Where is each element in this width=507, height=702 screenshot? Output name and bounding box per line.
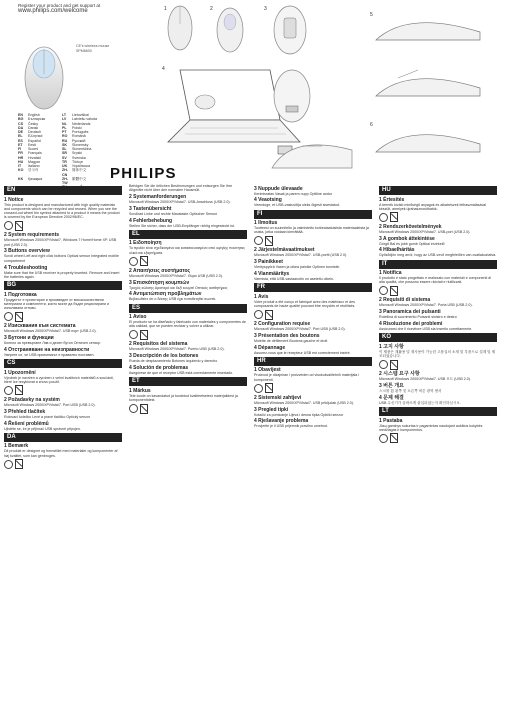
instruction-section <box>254 345 372 355</box>
section-title: 1 Notice <box>4 196 24 203</box>
section-text: Votre produit a été conçu et fabriqué avec des matériaux et des composants de haute qualité pouvant être recyclés et réutilisés. <box>254 299 356 309</box>
instruction-section <box>4 335 122 345</box>
language-section-header: ET <box>129 377 247 386</box>
section-text: Rolovací kolečko Levé a pravé tlačítko Optický senzor <box>4 414 91 419</box>
language-code: SK <box>62 142 67 147</box>
section-text: Dit produkt er designet og fremstillet med materialer og komponenter af høj kvalitet, som kan genbruges. <box>4 449 118 458</box>
instruction-section <box>254 418 372 428</box>
section-title: 3 버튼 개요 <box>379 382 404 389</box>
instruction-section <box>254 367 372 393</box>
recycle-icon <box>4 460 13 469</box>
instruction-section <box>254 294 372 320</box>
instruction-section <box>379 321 497 331</box>
section-text: A termék kiváló minőségű anyagok és alkatrészek felhasználásával készült, amelyek újrahasznosíthatók. <box>379 202 487 211</box>
instruction-section <box>379 344 497 370</box>
language-section-header: KO <box>379 333 497 342</box>
section-text: Veenduge, et USB-vastuvõtja oleks õigesti sisestatud. <box>254 203 340 208</box>
instruction-section <box>4 248 122 263</box>
recycle-icon-row <box>129 330 247 340</box>
section-title: 3 Descripción de los botones <box>129 353 199 360</box>
language-name: Polski <box>72 125 82 130</box>
language-code: HR <box>18 155 24 160</box>
instruction-section <box>254 321 372 331</box>
section-title: 2 시스템 요구 사항 <box>379 371 420 378</box>
instruction-section <box>254 220 372 246</box>
language-code: UK <box>62 164 68 168</box>
language-section-header: EN <box>4 186 122 195</box>
section-title: 2 Изисквания към системата <box>4 323 76 330</box>
instruction-section <box>379 236 497 246</box>
section-title: 2 Requisiti di sistema <box>379 297 431 304</box>
language-code: DA <box>18 125 24 130</box>
column-1 <box>4 184 122 699</box>
svg-text:1: 1 <box>164 6 167 12</box>
section-title: 1 고지 사항 <box>379 343 404 350</box>
language-code: ZH-TW <box>62 176 68 185</box>
instruction-section <box>4 397 122 407</box>
language-code: RO <box>62 134 68 139</box>
figure-mouse-side <box>208 2 253 57</box>
section-title: 2 System requirements <box>4 232 60 239</box>
language-name: Nederlands <box>72 121 91 126</box>
instruction-section <box>379 309 497 319</box>
section-title: 4 Dépannage <box>254 344 286 351</box>
section-title: 1 Obavijest <box>254 367 281 374</box>
instruction-section <box>129 341 247 351</box>
recycle-icon <box>4 386 13 395</box>
section-text: Scrollrad Linke und rechte Maustaste Optischer Sensor <box>129 211 218 216</box>
language-section-header: FI <box>254 210 372 219</box>
instruction-section <box>129 291 247 301</box>
language-section-header: IT <box>379 260 497 269</box>
section-text: Microsoft Windows 2000/XP/Vista/7. USB порт (USB 2.0). <box>4 329 97 334</box>
section-text: Kotačić za pomicanje Lijeva i desna tipka Optički senzor <box>254 412 344 417</box>
language-section-header: FR <box>254 283 372 292</box>
instruction-section <box>379 395 497 405</box>
language-name: Suomi <box>28 147 39 151</box>
section-text: Výrobek je navržen a vyroben z velmi kvalitních materiálů a součástí, které lze recyklovat a znovu použít. <box>4 375 114 384</box>
support-url[interactable]: www.philips.com/welcome <box>18 8 88 14</box>
language-name: Русский <box>72 138 86 143</box>
section-title: 1 Bemærk <box>4 443 29 450</box>
section-title: 4 Solución de problemas <box>129 365 189 372</box>
language-name: Română <box>72 134 86 139</box>
language-name: 繁體中文 <box>72 176 87 181</box>
recycle-icon-row <box>129 404 247 414</box>
section-title: 3 Бутони и функции <box>4 335 54 342</box>
language-code: ZH-CN <box>62 168 68 177</box>
product-image <box>20 44 68 112</box>
recycle-icon <box>254 310 263 319</box>
language-name: Lietuviškai <box>72 113 89 117</box>
section-title: 1 Avis <box>254 293 269 300</box>
column-4 <box>379 184 497 699</box>
section-title: 4 Hibaelhárítás <box>379 247 415 254</box>
language-name: Eesti <box>28 142 36 147</box>
instruction-section <box>4 197 122 231</box>
language-code: ES <box>18 138 23 143</box>
section-text: 이 제품은 재활용 및 재사용이 가능한 고품질의 소재 및 부품으로 설계 및 제조되었습니다. <box>379 349 496 359</box>
section-text: Microsoft Windows 2000/XP/Vista/7. Port USB (USB 2.0). <box>4 402 96 407</box>
language-name: Қазақша <box>28 176 43 181</box>
recycle-icon <box>379 213 388 222</box>
instruction-section <box>4 421 122 431</box>
instruction-section <box>4 409 122 419</box>
section-text: Продуктът е проектиран и произведен от висококачествени материали и компоненти, които могат да бъдат рециклирани и използвани отново. <box>4 297 109 311</box>
language-code: BG <box>18 117 24 122</box>
instruction-section <box>129 240 247 266</box>
section-text: Rueda de desplazamiento Botones izquierdo y derecho <box>129 359 218 364</box>
language-code: KO <box>18 168 24 173</box>
section-title: 4 Troubleshooting <box>4 264 48 271</box>
instruction-section <box>379 224 497 234</box>
crossed-bin-icon <box>15 459 23 469</box>
recycle-icon <box>254 236 263 245</box>
section-title: 4 문제 해결 <box>379 394 404 401</box>
crossed-bin-icon <box>390 360 398 370</box>
figure-mouse-profile-2 <box>368 64 488 104</box>
language-code: ET <box>18 142 23 147</box>
section-title: 1 Ειδοποίηση <box>129 240 162 247</box>
recycle-icon-row <box>379 212 497 222</box>
crossed-bin-icon <box>140 256 148 266</box>
language-name: Ελληνικά <box>28 134 43 139</box>
section-title: 2 Systemanforderungen <box>129 194 187 201</box>
figure-mouse-profile-1 <box>368 8 488 48</box>
section-text: Microsoft Windows 2000/XP/Vista/7. USB-portti (USB 2.0). <box>254 253 348 258</box>
section-title: 2 Configuration requise <box>254 321 311 328</box>
recycle-icon <box>4 221 13 230</box>
section-title: 1 Märkus <box>129 387 151 394</box>
section-text: Колело за превъртане Ляв и десен бутон Оптичен сензор <box>4 341 101 346</box>
section-text: El producto se ha diseñado y fabricado con materiales y componentes de alta calidad, que se pueden reciclar y volver a utilizar. <box>129 320 246 329</box>
language-code: SR <box>62 151 67 156</box>
language-code: IT <box>18 164 22 168</box>
section-text: Make sure that the USB receiver is properly inserted. Remove and insert the batteries again. <box>4 270 120 279</box>
instruction-section <box>4 232 122 247</box>
section-text: USB 수신기가 올바르게 삽입되었는지 확인하십시오. <box>379 400 461 405</box>
section-title: 3 Painikkeet <box>254 259 283 266</box>
crossed-bin-icon <box>15 385 23 395</box>
section-title: 4 Vianmääritys <box>254 270 290 277</box>
column-3 <box>254 184 372 699</box>
language-name: Dansk <box>28 125 39 130</box>
language-name: Português <box>72 130 89 134</box>
section-text: 스크롤 휠 왼쪽 및 오른쪽 버튼 광학 센서 <box>379 388 442 393</box>
crossed-bin-icon <box>265 310 273 320</box>
instruction-section <box>129 314 247 340</box>
model-name: CE’s wireless mouse <box>76 44 110 48</box>
section-title: 1 Pastaba <box>379 417 403 424</box>
instruction-section <box>129 218 247 228</box>
recycle-icon <box>379 434 388 443</box>
language-name: Français <box>28 151 42 156</box>
language-code: FI <box>18 147 22 151</box>
section-title: 2 Rendszerkövetelmények <box>379 223 442 230</box>
instruction-section <box>379 371 497 381</box>
svg-text:4: 4 <box>162 66 165 72</box>
recycle-icon-row <box>254 236 372 246</box>
instruction-section <box>254 259 372 269</box>
section-text: Assicurarsi che il ricevitore USB sia inserito correttamente. <box>379 327 473 332</box>
language-name: Italiano <box>28 164 40 168</box>
instruction-section <box>379 383 497 393</box>
section-text: Assurez-vous que le récepteur USB est correctement inséré. <box>254 350 351 355</box>
recycle-icon-row <box>254 310 372 320</box>
language-section-header: DA <box>4 433 122 442</box>
section-title: 4 Отстраняване на неизправности <box>4 346 90 353</box>
section-text: Microsoft Windows 2000/XP/Vista/7. USB priključak (USB 2.0). <box>254 400 354 405</box>
recycle-icon-row <box>379 433 497 443</box>
section-title: 2 Järjestelmävaatimukset <box>254 247 315 254</box>
instruction-section <box>129 353 247 363</box>
section-text: Il prodotto è stato progettato e realizzato con materiali e componenti di alta qualità, che possono essere riciclati e riutilizzati. <box>379 276 492 285</box>
instruction-section <box>379 418 497 444</box>
instruction-section <box>129 184 247 193</box>
section-title: 3 Présentation des boutons <box>254 332 320 339</box>
figure-receiver-storage <box>262 66 322 126</box>
section-title: 1 Ilmoitus <box>254 220 278 227</box>
section-title: 1 Aviso <box>129 314 147 321</box>
language-section-header: ES <box>129 304 247 313</box>
section-text: This product is designed and manufactured with high quality materials and components which can be recycled and reused. When you see the crossed-out wheel bin symbol attached to a product it means the product is covered by the European Directive 2002/96/EC. <box>4 202 120 220</box>
svg-text:2: 2 <box>210 6 213 12</box>
instruction-section <box>254 395 372 405</box>
language-code: TR <box>62 159 67 164</box>
instruction-section <box>379 270 497 296</box>
section-title: 4 Αντιμετώπιση προβλημάτων <box>129 291 202 298</box>
language-name: Česky <box>28 121 38 126</box>
instruction-section <box>254 407 372 417</box>
language-code: PL <box>62 125 67 130</box>
svg-text:5: 5 <box>370 12 373 18</box>
section-text: Microsoft Windows 2000/XP/Vista/7. Porta USB (USB 2.0). <box>379 303 473 308</box>
section-text: Microsoft Windows 2000/XP/Vista/7. USB-port (USB 2.0). <box>379 229 471 234</box>
language-code: LT <box>62 113 67 117</box>
language-code: RU <box>62 138 68 143</box>
section-text: Microsoft Windows 2000/XP/Vista/7. Θύρα USB (USB 2.0). <box>129 273 223 278</box>
instruction-section <box>129 206 247 216</box>
section-title: 3 Tastenübersicht <box>129 205 172 212</box>
language-code: KK <box>18 176 24 181</box>
instruction-section <box>129 365 247 375</box>
instruction-section <box>379 297 497 307</box>
section-text: Microsoft Windows 2000/XP/Vista/7. Port USB (USB 2.0). <box>254 327 346 332</box>
figure-mouse-usage <box>262 128 362 178</box>
language-section-header: EL <box>129 230 247 239</box>
section-title: 3 Επισκόπηση κουμπιών <box>129 279 190 286</box>
section-text: Kerimisratas Vasak ja parem nupp Optiline andur <box>254 191 333 196</box>
recycle-icon <box>379 286 388 295</box>
section-text: Microsoft Windows 2000/XP/Vista/7. USB-Anschluss (USB 2.0). <box>129 200 231 205</box>
section-title: 2 Requisitos del sistema <box>129 341 188 348</box>
section-text: Provjerite je li USB prijemnik pravilno umetnut. <box>254 424 328 429</box>
section-text: Varmista, että USB-vastaanotin on asetettu oikein. <box>254 276 335 281</box>
svg-text:6: 6 <box>370 122 373 128</box>
section-title: 4 Řešení problémů <box>4 420 49 427</box>
language-name: Українська <box>72 164 90 168</box>
instruction-section <box>4 443 122 469</box>
language-name: Svenska <box>72 155 86 160</box>
section-text: Teie toode on kavandatud ja toodetud kvaliteetsetest materjalidest ja komponentidest. <box>129 393 238 403</box>
language-name: 简体中文 <box>72 168 87 173</box>
language-name: Slovenščina <box>72 147 92 151</box>
section-text: Microsoft Windows 2000/XP/Vista/7, Windows 7 Home/Home XP. USB port (USB 2.0). <box>4 238 117 247</box>
section-text: Jūsų gaminys sukurtas ir pagamintas naudojant aukštos kokybės medžiagas ir komponentus. <box>379 423 483 432</box>
instruction-section <box>4 265 122 280</box>
language-section-header: HU <box>379 186 497 195</box>
language-code: EN <box>18 113 23 117</box>
recycle-icon-row <box>4 221 122 231</box>
section-text: Görgő Bal és jobb gomb Optikai érzékelő <box>379 241 445 246</box>
instruction-section <box>129 280 247 290</box>
language-code: LV <box>62 117 67 122</box>
section-title: 1 Notifica <box>379 270 402 277</box>
language-code: SV <box>62 155 67 160</box>
section-text: Proizvod je dizajniran i proizveden od visokokvalitetnih materijala i komponenti. <box>254 373 360 382</box>
instruction-section <box>379 197 497 223</box>
philips-logo: PHILIPS <box>110 165 177 182</box>
language-code: PT <box>62 130 67 134</box>
language-code: FR <box>18 151 23 156</box>
recycle-icon <box>379 360 388 369</box>
section-text: Βεβαιωθείτε ότι ο δέκτης USB έχει τοποθετηθεί σωστά. <box>129 297 216 302</box>
instruction-section <box>4 347 122 357</box>
column-2 <box>129 184 247 699</box>
language-code: NL <box>62 121 67 126</box>
model-number: SPM6600 <box>76 49 92 53</box>
language-name: Latviešu valoda <box>72 117 97 122</box>
figure-mouse-profile-3 <box>368 118 488 160</box>
crossed-bin-icon <box>390 433 398 443</box>
crossed-bin-icon <box>140 330 148 340</box>
instruction-section <box>4 292 122 322</box>
register-line: Register your product and get support at <box>18 3 101 8</box>
section-title: 3 Buttons overview <box>4 248 50 255</box>
section-text: Microsoft Windows 2000/XP/Vista/7. Puerto USB (USB 2.0). <box>129 347 225 352</box>
language-name: Hrvatski <box>28 155 41 160</box>
instruction-section <box>4 370 122 396</box>
recycle-icon-row <box>129 256 247 266</box>
recycle-icon-row <box>4 459 122 469</box>
section-text: Befolgen Sie die örtlichen Bestimmungen und entsorgen Sie Ihre Altgeräte nicht über den normalen Hausmüll. <box>129 184 233 193</box>
section-text: Rotellina di scorrimento Pulsanti sinistro e destro <box>379 315 457 320</box>
instruction-section <box>254 271 372 281</box>
recycle-icon-row <box>379 286 497 296</box>
crossed-bin-icon <box>265 383 273 393</box>
language-list <box>18 113 106 190</box>
language-name: English <box>28 113 40 117</box>
instruction-section <box>129 388 247 414</box>
section-title: 2 Sistemski zahtjevi <box>254 394 302 401</box>
recycle-icon <box>254 384 263 393</box>
language-section-header: HR <box>254 357 372 366</box>
section-title: 1 Értesítés <box>379 196 405 203</box>
recycle-icon-row <box>4 385 122 395</box>
instruction-section <box>4 323 122 333</box>
recycle-icon <box>129 257 138 266</box>
language-code: EL <box>18 134 23 139</box>
section-text: Vierityspyörä Vasen ja oikea painike Optinen tunnistin <box>254 265 340 270</box>
instruction-section <box>254 247 372 257</box>
section-title: 2 Απαιτήσεις συστήματος <box>129 267 191 274</box>
language-name: Türkçe <box>72 159 83 164</box>
section-title: 4 Veaotsing <box>254 197 282 204</box>
instruction-section <box>254 197 372 207</box>
language-name: Magyar <box>28 159 40 164</box>
crossed-bin-icon <box>15 221 23 231</box>
language-name: Български <box>28 117 46 122</box>
instruction-section <box>379 247 497 257</box>
section-text: Molette de défilement Boutons gauche et droit <box>254 338 328 343</box>
section-text: Tuotteesi on suunniteltu ja valmistettu korkealaatuisista materiaaleista ja osista, jotka voidaan kierrättää. <box>254 226 369 235</box>
language-section-header: CS <box>4 359 122 368</box>
svg-text:3: 3 <box>264 6 267 12</box>
language-code: CS <box>18 121 23 126</box>
section-title: 1 Upozornění <box>4 369 36 376</box>
section-title: 2 Požadavky na systém <box>4 396 60 403</box>
section-title: 4 Fehlerbehebung <box>129 217 173 224</box>
language-section-header: BG <box>4 281 122 290</box>
section-title: 4 Rješavanje problema <box>254 418 309 425</box>
language-name: Slovensky <box>72 142 89 147</box>
section-title: 3 Pregled tipki <box>254 406 289 413</box>
crossed-bin-icon <box>390 212 398 222</box>
language-code: SL <box>62 147 67 151</box>
section-text: Уверете се, че USB приемникът е правилно поставен. <box>4 352 95 357</box>
figure-mouse-top <box>162 2 202 54</box>
crossed-bin-icon <box>390 286 398 296</box>
section-text: Győződjön meg arról, hogy az USB-vevő megfelelően van csatlakoztatva. <box>379 253 497 258</box>
language-section-header: LT <box>379 407 497 416</box>
language-name: Español <box>28 138 41 143</box>
recycle-icon <box>129 404 138 413</box>
section-text: Scroll wheel Left and right click buttons Optical sensor Integrated mobile compartment <box>4 254 119 263</box>
section-title: 3 Panoramica dei pulsanti <box>379 309 441 316</box>
crossed-bin-icon <box>265 236 273 246</box>
section-text: Τροχός κύλισης Αριστερό και δεξί κουμπί Οπτικός αισθητήρας <box>129 285 228 290</box>
crossed-bin-icon <box>15 312 23 322</box>
section-text: Ujistěte se, že je přijímač USB správně připojen. <box>4 426 81 431</box>
section-text: Microsoft Windows 2000/XP/Vista/7. USB 포트 (USB 2.0). <box>379 377 471 382</box>
language-code: DE <box>18 130 23 134</box>
section-title: 4 Risoluzione dei problemi <box>379 321 443 328</box>
instruction-section <box>254 333 372 343</box>
instruction-section <box>129 194 247 204</box>
recycle-icon-row <box>379 360 497 370</box>
language-code: HU <box>18 159 24 164</box>
crossed-bin-icon <box>140 404 148 414</box>
section-text: Το προϊόν είναι σχεδιασμένο και κατασκευασμένο από υψηλής ποιότητας υλικά και εξαρτήματα. <box>129 246 245 255</box>
section-title: 3 Přehled tlačítek <box>4 408 46 415</box>
instruction-section <box>254 186 372 196</box>
section-title: 1 Подготовка <box>4 291 37 298</box>
instruction-section <box>129 268 247 278</box>
figure-battery-insert <box>262 2 317 57</box>
section-text: Stellen Sie sicher, dass der USB-Empfänger richtig eingesteckt ist. <box>129 223 235 228</box>
section-title: 3 Nuppude ülevaade <box>254 185 303 192</box>
recycle-icon <box>4 312 13 321</box>
recycle-icon-row <box>4 312 122 322</box>
language-name: 한국어 <box>28 168 39 173</box>
recycle-icon-row <box>254 383 372 393</box>
language-name: Srpski <box>72 151 82 156</box>
section-title: 3 A gombok áttekintése <box>379 235 435 242</box>
language-name: Deutsch <box>28 130 42 134</box>
recycle-icon <box>129 330 138 339</box>
section-text: Asegúrese de que el receptor USB está correctamente insertado. <box>129 371 234 376</box>
